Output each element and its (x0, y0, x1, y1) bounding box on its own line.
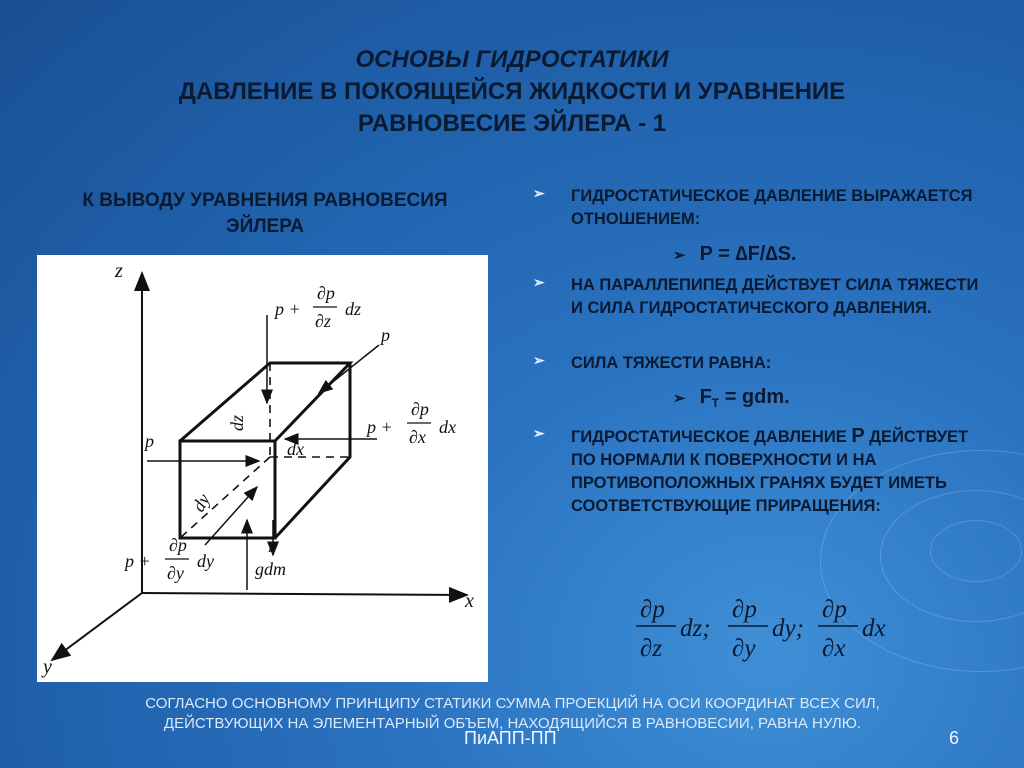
bullet-text-part: ГИДРОСТАТИЧЕСКОЕ ДАВЛЕНИЕ (571, 428, 852, 446)
label-right-dx: dx (439, 417, 456, 437)
label-gdm: gdm (255, 559, 286, 579)
deriv-num-x: ∂p (822, 596, 847, 623)
conclusion-line-1: СОГЛАСНО ОСНОВНОМУ ПРИНЦИПУ СТАТИКИ СУММА ПРОЕКЦИЙ НА ОСИ КООРДИНАТ ВСЕХ СИЛ, (145, 695, 880, 712)
label-rb-p: p (269, 537, 277, 553)
formula-gravity-sub: T (711, 396, 720, 410)
deriv-den-z: ∂z (640, 635, 663, 662)
axis-z-label: z (115, 260, 123, 282)
euler-diagram (37, 255, 488, 682)
label-dz: dz (227, 414, 247, 431)
deriv-tail-x: dx (862, 615, 886, 642)
bullet-text: НА ПАРАЛЛЕПИПЕД ДЕЙСТВУЕТ СИЛА ТЯЖЕСТИ И СИЛА ГИДРОСТАТИЧЕСКОГО ДАВЛЕНИЯ. (571, 276, 979, 317)
deriv-num-y: ∂p (732, 596, 757, 623)
title-line-3: РАВНОВЕСИЕ ЭЙЛЕРА - 1 (357, 110, 667, 137)
bullet-text (571, 425, 991, 518)
label-top-dz: dz (345, 299, 362, 319)
formula-gravity-f: F (699, 386, 712, 408)
label-top-p: p + (275, 299, 301, 319)
label-right-den: ∂x (409, 427, 426, 447)
axis-x-line (142, 593, 467, 595)
formula-gravity-tail: = gdm. (719, 386, 790, 408)
formula-pressure-text: P = ∆F/∆S. (699, 243, 797, 265)
label-right-num: ∂p (411, 399, 429, 419)
diagram-caption (30, 188, 500, 240)
label-bottom-dy: dy (197, 551, 214, 571)
label-top-num: ∂p (317, 283, 335, 303)
deriv-tail-y: dy; (772, 615, 804, 642)
title-line-1: ОСНОВЫ ГИДРОСТАТИКИ (355, 46, 669, 73)
bullet-arrow-icon: ➢ (533, 425, 545, 441)
label-diag-p: p (381, 325, 390, 345)
axis-x-label: x (465, 590, 474, 612)
formula-pressure (673, 243, 797, 266)
derivative-formula (632, 592, 902, 672)
label-bottom-den: ∂y (167, 563, 184, 583)
label-left-p: p (145, 431, 154, 451)
deriv-num-z: ∂p (640, 596, 665, 623)
slide-title (0, 44, 1024, 140)
bullet-text-part: P (851, 425, 865, 447)
bullet-arrow-icon: ➢ (533, 274, 545, 290)
deriv-den-x: ∂x (822, 635, 846, 662)
bullet-arrow-icon: ➢ (533, 185, 545, 201)
diagram-caption-line-2: ЭЙЛЕРА (226, 216, 304, 237)
axis-y-label: y (43, 656, 52, 678)
label-top-den: ∂z (315, 311, 331, 331)
label-right-p: p + (367, 417, 393, 437)
diagram-caption-line-1: К ВЫВОДУ УРАВНЕНИЯ РАВНОВЕСИЯ (82, 190, 448, 211)
axis-y-line (52, 593, 142, 660)
bullet-text: СИЛА ТЯЖЕСТИ РАВНА: (571, 354, 772, 372)
label-dx: dx (287, 439, 304, 459)
label-bottom-p: p + (125, 551, 151, 571)
bullet-arrow-icon: ➢ (533, 352, 545, 368)
page-number: 6 (949, 728, 960, 748)
conclusion-line-2: ДЕЙСТВУЮЩИХ НА ЭЛЕМЕНТАРНЫЙ ОБЪЕМ, НАХОДЯЩИЙСЯ В РАВНОВЕСИИ, РАВНА НУЛЮ. (163, 715, 862, 732)
formula-gravity (673, 386, 790, 410)
deriv-tail-z: dz; (680, 615, 711, 642)
label-bottom-num: ∂p (169, 535, 187, 555)
bullet-arrow-icon: ➢ (673, 390, 686, 407)
title-line-2: ДАВЛЕНИЕ В ПОКОЯЩЕЙСЯ ЖИДКОСТИ И УРАВНЕНИЕ (178, 78, 846, 105)
footer-label: ПиАПП-ПП (464, 728, 557, 748)
bullet-arrow-icon: ➢ (673, 247, 686, 264)
label-dy: dy (188, 490, 214, 515)
bullet-text-part: ДЕЙСТВУЕТ ПО НОРМАЛИ К ПОВЕРХНОСТИ И НА ПРОТИВОПОЛОЖНЫХ ГРАНЯХ БУДЕТ ИМЕТЬ СООТВЕТСТВУЮЩИЕ ПРИРАЩЕНИЯ: (571, 428, 969, 515)
bullet-text: ГИДРОСТАТИЧЕСКОЕ ДАВЛЕНИЕ ВЫРАЖАЕТСЯ ОТНОШЕНИЕМ: (571, 187, 973, 228)
deriv-den-y: ∂y (732, 635, 756, 662)
